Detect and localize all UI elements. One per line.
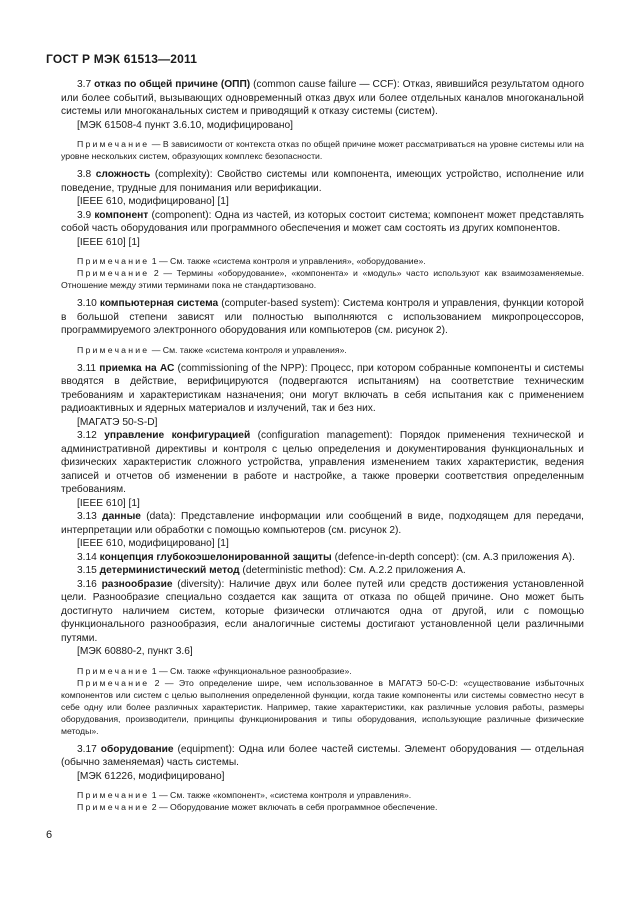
definition-3-11: 3.11 приемка на АС (commissioning of the NPP): Процесс, при котором собранные компоненты и системы вводятся в действие, верифицируются (подвергаются испытаниям) на соответствие техническим требованиям и характеристикам назначения; они могут включать в себя испытания как с применением радиоактивных и ядерных материалов и излучений, так и без них. — [61, 362, 584, 414]
term: компьютерная система — [99, 298, 219, 309]
note: Примечание 2 — Термины «оборудование», «компонента» и «модуль» часто используют как взаимозаменяемые. Отношение между этими терминами пока не стандартизовано. — [61, 268, 584, 290]
definition-3-14: 3.14 концепция глубокоэшелонированной защиты (defence-in-depth concept): (см. А.3 приложения А). — [77, 551, 575, 563]
note: Примечание 2 — Это определение шире, чем использованное в МАГАТЭ 50-С-D: «существование избыточных компонентов или систем с целью выполнения определенной функции, когда такие компоненты или системы совместно несут в себе одну или более различных характеристик. Например, такие характеристики, как различные условия работы, размеры оборудования, производители, принципы функционирования и типы оборудования, использующие различные физические методы». — [61, 677, 584, 736]
term: детерминистический метод — [99, 565, 240, 576]
term: данные — [102, 511, 141, 522]
reference: [МЭК 61226, модифицировано] — [77, 770, 225, 782]
term: концепция глубокоэшелонированной защиты — [99, 551, 332, 563]
reference: [IEEE 610, модифицировано] [1] — [77, 538, 229, 549]
note: Примечание 1 — См. также «система контроля и управления», «оборудование». — [77, 256, 426, 266]
definition-3-16: 3.16 разнообразие (diversity): Наличие двух или более путей или средств достижения установленной цели. Разнообразие специально создается как защита от отказа по общей причине. Оно может быть достигнуто наличием систем, которые физически отличаются одна от другой, или с помощью функционального разнообразия, если аналогичные системы достигают установленной цели различными путями. — [61, 578, 584, 644]
reference: [МЭК 60880-2, пункт 3.6] — [77, 646, 193, 657]
term: разнообразие — [101, 578, 173, 590]
reference: [МЭК 61508-4 пункт 3.6.10, модифицировано] — [77, 119, 294, 131]
page-number: 6 — [46, 829, 53, 841]
definition-3-15: 3.15 детерминистический метод (deterministic method): См. А.2.2 приложения А. — [77, 565, 466, 576]
note: Примечание 2 — Оборудование может включать в себя программное обеспечение. — [77, 802, 438, 812]
note: Примечание 1 — См. также «функциональное разнообразие». — [77, 665, 352, 676]
reference: [IEEE 610] [1] — [77, 236, 140, 248]
definition-3-17: 3.17 оборудование (equipment): Одна или более частей системы. Элемент оборудования — отдельная (обычно заменяемая) часть системы. — [61, 743, 584, 768]
note: Примечание — См. также «система контроля и управления». — [77, 344, 347, 355]
reference: [IEEE 610, модифицировано] [1] — [77, 196, 229, 207]
document-header: ГОСТ Р МЭК 61513—2011 — [46, 52, 198, 66]
term: оборудование — [100, 743, 174, 755]
term: управление конфигурацией — [104, 430, 251, 441]
definition-3-10: 3.10 компьютерная система (computer-based system): Система контроля и управления, функции которой в большой степени зависят или полностью выполняются с использованием микропроцессоров, программируемого электронного оборудования или компьютеров (см. рисунок 2). — [61, 298, 584, 336]
term: сложность — [95, 169, 151, 180]
definition-3-13: 3.13 данные (data): Представление информации или сообщений в виде, подходящем для передачи, интерпретации или обработки с помощью компьютеров (см. рисунок 2). — [61, 511, 584, 536]
definition-3-12: 3.12 управление конфигурацией (configuration management): Порядок применения технической и административной директивы и контроля с целью определения и документирования функциональных и физических характеристик сложного устройства, управления изменением таких характеристик, ведения записей и отчетов об изменении в работе и настройке, а также проверки соответствия определенным требованиям. — [61, 430, 584, 495]
document-body — [61, 78, 584, 813]
term: отказ по общей причине (ОПП) — [94, 79, 251, 90]
term: приемка на АС — [99, 362, 175, 374]
reference: [МАГАТЭ 50-S-D] — [77, 416, 158, 428]
note: Примечание 1 — См. также «компонент», «система контроля и управления». — [77, 790, 412, 800]
reference: [IEEE 610] [1] — [77, 497, 140, 509]
note: Примечание — В зависимости от контекста отказ по общей причине может рассматриваться на уровне системы или на уровне нескольких систем, образующих комплекс безопасности. — [61, 139, 584, 161]
definition-3-9: 3.9 компонент (component): Одна из частей, из которых состоит система; компонент может представлять собой часть оборудования или программного обеспечения и может сам состоять из других компонентов. — [61, 209, 584, 234]
definition-3-8: 3.8 сложность (complexity): Свойство системы или компонента, имеющих устройство, исполнение или поведение, трудные для понимания или верификации. — [61, 169, 584, 194]
definition-3-7: 3.7 отказ по общей причине (ОПП) (common cause failure — CCF): Отказ, явившийся результатом одного или более событий, вызывающих одновременный отказ двух или более отдельных каналов многоканальной системы или многоканальных систем и приводящий к отказу системы (систем). — [61, 79, 584, 117]
term: компонент — [94, 209, 149, 221]
